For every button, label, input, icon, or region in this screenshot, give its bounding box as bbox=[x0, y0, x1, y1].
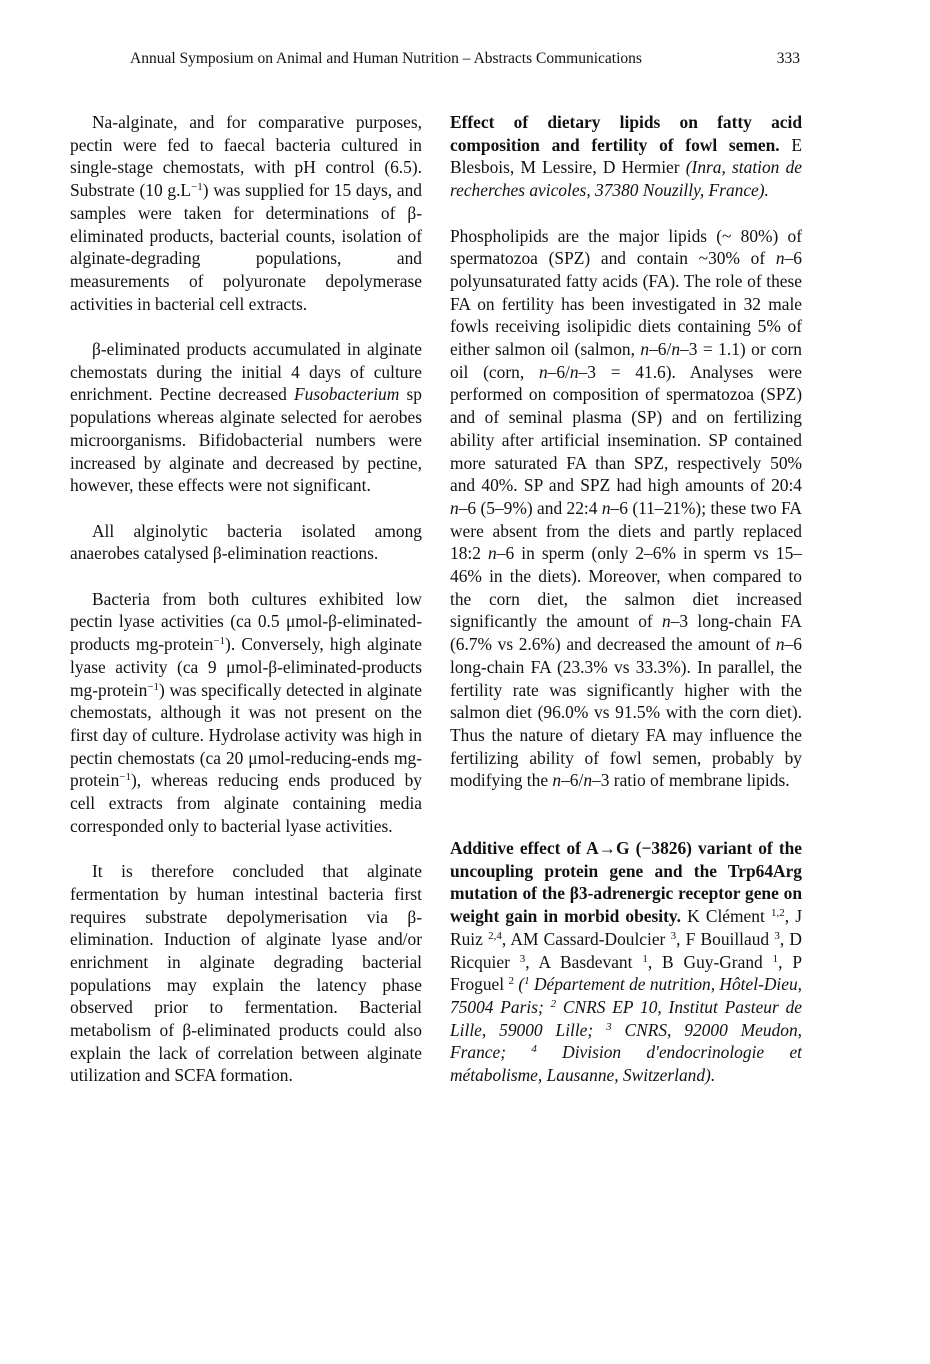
paragraph-results-3: Bacteria from both cultures exhibited low pectin lyase activities (ca 0.5 μmol-β-eliminated-products mg-protein$^{-1}$). Conversely, high alginate lyase activity (ca 9 μmol-β-eliminated-products mg-protein$^{-1}$) was specifically detected in alginate chemostats, although it was not present on the first day of culture. Hydrolase activity was high in pectin chemostats (ca 20 μmol-reducing-ends mg-protein$^{-1}$), whereas reducing ends produced by cell extracts from alginate containing media corresponded only to bacterial lyase activities. bbox=[70, 588, 422, 836]
abstract-authors: E Blesbois, M Lessire, D Hermier bbox=[450, 134, 802, 178]
paragraph-methods: Na-alginate, and for comparative purposes, pectin were fed to faecal bacteria cultured in single-stage chemostats, with pH control (6.5). Substrate (10 $g.L^{-1}$) was supplied for 15 days, and samples were taken for determinations of β-eliminated products, bacterial counts, isolation of alginate-degrading populations, and measurements of polyuronate depolymerase activities in bacterial cell extracts. bbox=[70, 112, 423, 314]
right-column bbox=[450, 111, 802, 1087]
abstract-heading-fowl-semen bbox=[450, 111, 802, 202]
abstract-title: Effect of dietary lipids on fatty acid composition and fertility of fowl semen. bbox=[450, 112, 802, 155]
paragraph-results-1: β-eliminated products accumulated in alginate chemostats during the initial 4 days of culture enrichment. Pectine decreased Fusobacterium sp populations whereas alginate selected for aerobes microorganisms. Bifidobacterial numbers were increased by alginate and decreased by pectine, however, these effects were not significant. bbox=[70, 339, 422, 496]
abstract-authors: K Clément $^{1,2}$, J Ruiz $^{2,4}$, AM Cassard-Doulcier $^3$, F Bouillaud $^3$, D Ricquier $^3$, A Basdevant $^1$, B Guy-Grand $^1$, P Froguel $^2$ bbox=[450, 906, 802, 995]
abstract-body-fowl-semen: Phospholipids are the major lipids (~ 80%) of spermatozoa (SPZ) and contain ~30% of n–6 polyunsaturated fatty acids (FA). The role of these FA on fertility has been investigated in 32 male fowls receiving isolipidic diets containing 5% of either salmon oil (salmon, n–6/n–3 = 1.1) or corn oil (corn, n–6/n–3 = 41.6). Analyses were performed on composition of spermatozoa (SPZ) and of seminal plasma (SP) and on fertilizing ability after artificial insemination. SP contained more saturated FA than SPZ, respectively 50% and 40%. SP and SPZ had high amounts of 20:4 n–6 (5–9%) and 22:4 n–6 (11–21%); these two FA were absent from the diets and partly replaced 18:2 n–6 in sperm (only 2–6% in sperm vs 15–46% in the diets). Moreover, when compared to the corn diet, the salmon diet increased significantly the amount of n–3 long-chain FA (6.7% vs 2.6%) and decreased the amount of n–6 long-chain FA (23.3% vs 33.3%). In parallel, the fertility rate was significantly higher with the salmon diet (96.0% vs 91.5% with the corn diet). Thus the nature of dietary FA may influence the fertilizing ability of fowl semen, probably by modifying the n–6/n–3 ratio of membrane lipids. bbox=[450, 225, 803, 791]
abstract-affiliation: ($^1$ Département de nutrition, Hôtel-Dieu, 75004 Paris; $^2$ CNRS EP 10, Institut Pasteur de Lille, 59000 Lille; $^3$ CNRS, 92000 Meudon, France; $^4$ Division d'endocrinologie et métabolisme, Lausanne, Switzerland). bbox=[450, 974, 803, 1086]
genus-name: Fusobacterium bbox=[294, 384, 400, 405]
left-column bbox=[70, 111, 422, 1087]
running-title: Annual Symposium on Animal and Human Nutrition – Abstracts Communications bbox=[130, 50, 642, 67]
running-header bbox=[130, 50, 800, 74]
paragraph-results-2: All alginolytic bacteria isolated among anaerobes catalysed β-elimination reactions. bbox=[70, 520, 422, 564]
paragraph-conclusion: It is therefore concluded that alginate fermentation by human intestinal bacteria first requires substrate depolymerisation via β-elimination. Induction of alginate lyase and/or enrichment in alginate degrading bacterial populations may explain the latency phase observed prior to fermentation. Bacterial metabolism of β-eliminated products could also explain the lack of correlation between alginate utilization and SCFA formation. bbox=[70, 861, 422, 1086]
abstract-heading-obesity bbox=[450, 837, 802, 1087]
abstract-title: Additive effect of A→G (−3826) variant of the uncoupling protein gene and the Trp64Arg mutation of the β3-adrenergic receptor gene on weight gain in morbid obesity. bbox=[450, 838, 802, 927]
page-number: 333 bbox=[776, 50, 800, 67]
abstract-affiliation: (Inra, station de recherches avicoles, 37380 Nouzilly, France). bbox=[450, 157, 802, 201]
